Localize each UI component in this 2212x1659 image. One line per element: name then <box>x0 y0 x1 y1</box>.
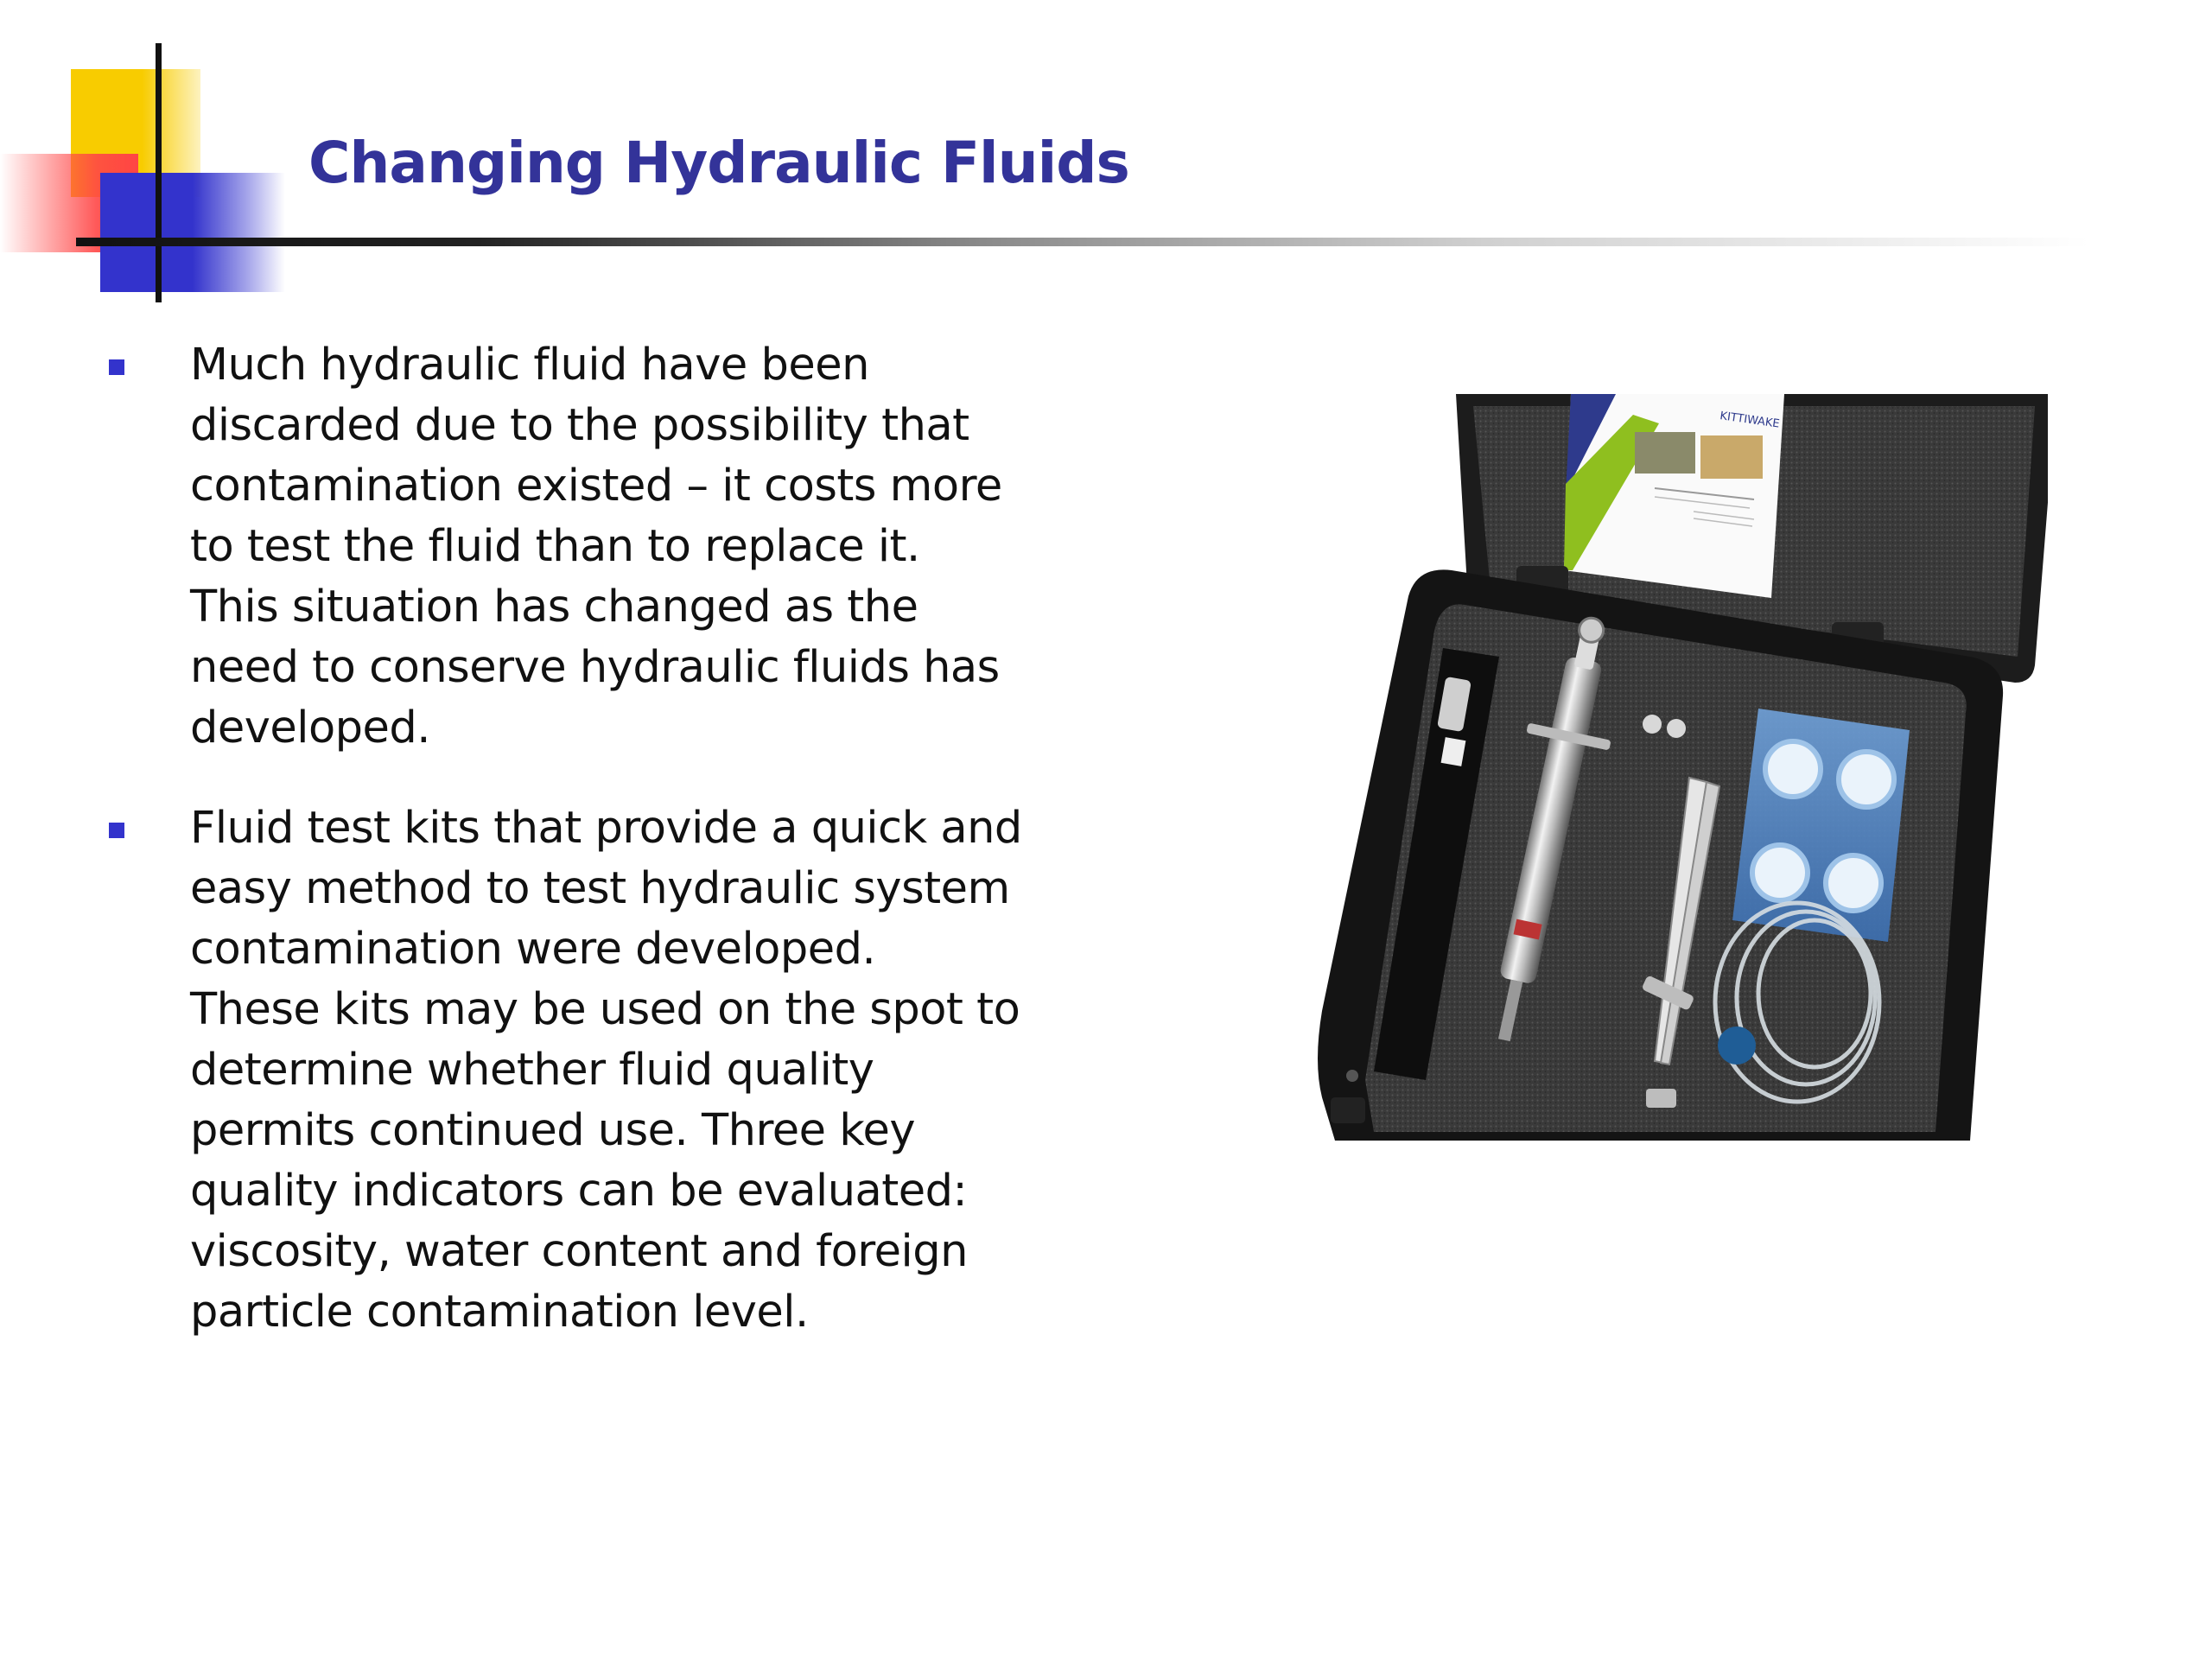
bullet-line: to test the fluid than to replace it. <box>190 521 920 572</box>
bullet-line: easy method to test hydraulic system <box>190 863 1010 914</box>
booklet-brand: KITTIWAKE <box>1719 410 1781 431</box>
bullet-square-icon <box>109 823 124 838</box>
title-underline <box>76 238 2089 246</box>
bullet-text <box>190 798 1071 1343</box>
bullet-line: contamination existed – it costs more <box>190 461 1002 512</box>
bullet-line: Fluid test kits that provide a quick and <box>190 803 1022 854</box>
bullet-line: determine whether fluid quality <box>190 1045 874 1096</box>
bullet-line: Much hydraulic fluid have been <box>190 340 869 391</box>
bullet-item <box>104 798 1071 1343</box>
bullet-line: This situation has changed as the <box>190 582 918 632</box>
user-guide-booklet <box>1564 394 1784 598</box>
bullet-item <box>104 335 1071 759</box>
bullet-line: particle contamination level. <box>190 1287 809 1338</box>
bullet-line: viscosity, water content and foreign <box>190 1226 968 1277</box>
bullet-line: quality indicators can be evaluated: <box>190 1166 968 1217</box>
bullet-line: discarded due to the possibility that <box>190 400 969 451</box>
bullet-line: contamination were developed. <box>190 924 876 975</box>
bullet-line: These kits may be used on the spot to <box>190 984 1020 1035</box>
decor-vertical-line <box>156 43 162 302</box>
bullet-square-icon <box>109 359 124 375</box>
bullet-text <box>190 335 1071 759</box>
bullet-line: need to conserve hydraulic fluids has <box>190 642 1000 693</box>
bullet-line: developed. <box>190 702 431 753</box>
decor-blue-square <box>100 173 285 292</box>
test-kit-case-photo <box>1313 389 2048 1141</box>
bullet-list <box>104 335 1071 1382</box>
bullet-line: permits continued use. Three key <box>190 1105 916 1156</box>
slide-title: Changing Hydraulic Fluids <box>308 130 1129 196</box>
